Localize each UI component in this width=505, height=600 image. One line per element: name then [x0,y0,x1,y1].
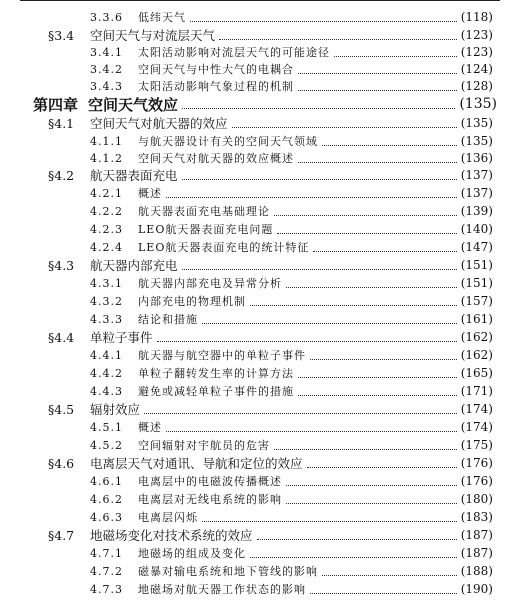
toc-page: (140) [460,222,493,236]
dot-leader [232,127,457,128]
toc-page: (190) [460,582,493,596]
toc-number: §4.6 [48,455,75,471]
toc-number: 4.2.1 [90,186,123,200]
dot-leader [322,575,457,576]
toc-title: 空间天气对航天器的效应 [90,116,228,131]
toc-number: 4.4.3 [90,384,123,398]
toc-number: 4.6.2 [90,492,123,506]
dot-leader [182,108,455,109]
toc-title: 电离层中的电磁波传播概述 [138,475,282,488]
toc-number: 4.4.2 [90,366,123,380]
toc-title: 辐射效应 [90,402,141,417]
toc-page: (123) [460,28,493,42]
toc-page: (180) [460,492,493,506]
toc-number: §4.5 [48,401,75,417]
toc-title: 航天器内部充电 [90,258,178,273]
dot-leader [298,377,457,378]
toc-title: 地磁场对航天器工作状态的影响 [138,583,306,596]
toc-number: 4.5.2 [90,438,123,452]
dot-leader [307,467,457,468]
dot-leader [274,215,457,216]
dot-leader [274,449,457,450]
toc-number: 4.3.1 [90,276,123,290]
toc-page: (139) [460,204,493,218]
toc-title: 空间天气与中性大气的电耦合 [138,63,294,76]
toc-page: (137) [460,168,493,182]
toc-page: (147) [460,240,493,254]
toc-title: 内部充电的物理机制 [138,295,246,308]
toc-title: 低纬天气 [138,11,186,24]
toc-title: 地磁场变化对技术系统的效应 [90,528,253,543]
dot-leader [313,251,456,252]
dot-leader [219,39,457,40]
toc-number: 4.6.3 [90,510,123,524]
toc-title: LEO航天器表面充电问题 [138,223,274,236]
toc-title: 航天器表面充电基础理论 [138,205,270,218]
toc-page: (175) [460,438,493,452]
dot-leader [202,521,457,522]
toc-page: (151) [460,258,493,272]
dot-leader [257,539,457,540]
dot-leader [182,269,457,270]
toc-title: 电离层对无线电系统的影响 [138,493,282,506]
dot-leader [286,485,457,486]
toc-page: (183) [460,510,493,524]
toc-page: (174) [460,420,493,434]
toc-page: (135) [460,116,493,130]
toc-title: 航天器与航空器中的单粒子事件 [138,349,306,362]
toc-number: §4.3 [48,257,75,273]
toc-title: 地磁场的组成及变化 [138,547,246,560]
toc-number: §4.4 [48,329,75,345]
toc-page: (188) [460,564,493,578]
toc-number: §4.7 [48,527,75,543]
toc-title: 概述 [138,421,162,434]
toc-title: 太阳活动影响对流层天气的可能途径 [138,46,330,59]
toc-title: 单粒子事件 [90,330,153,345]
toc-number: §3.4 [48,27,75,43]
toc-number: 4.3.2 [90,294,123,308]
toc-title: 结论和措施 [138,313,198,326]
dot-leader [310,593,457,594]
toc-title: 空间辐射对宇航员的危害 [138,439,270,452]
dot-leader [182,179,457,180]
dot-leader [166,431,457,432]
toc-page: (118) [460,10,493,24]
toc-number: 4.6.1 [90,474,123,488]
dot-leader [202,323,457,324]
toc-page: (124) [460,62,493,76]
toc-title: 概述 [138,187,162,200]
dot-leader [277,233,456,234]
toc-title: 航天器表面充电 [90,168,178,183]
toc-number: 4.2.2 [90,204,123,218]
toc-title: 避免或减轻单粒子事件的措施 [138,385,294,398]
toc-page: (135) [459,96,497,112]
dot-leader [286,287,457,288]
toc-title: 空间天气与对流层天气 [90,28,216,43]
toc-page: (135) [460,134,493,148]
toc-title: 空间天气对航天器的效应概述 [138,152,294,165]
dot-leader [250,557,457,558]
toc-title: 太阳活动影响气象过程的机制 [138,80,294,93]
toc-number: 4.1.2 [90,151,123,165]
toc-number: 4.7.1 [90,546,123,560]
toc-page: (136) [460,151,493,165]
toc-page: (128) [460,79,493,93]
toc-number: 4.7.3 [90,582,123,596]
dot-leader [250,305,457,306]
toc-chapter-number: 第四章 [33,95,79,114]
toc-title: LEO航天器表面充电的统计特征 [138,241,310,254]
toc-number: 4.2.4 [90,240,123,254]
toc-number: 3.4.1 [90,45,123,59]
toc-page: (176) [460,456,493,470]
dot-leader [298,162,457,163]
dot-leader [286,503,457,504]
toc-page: (137) [460,186,493,200]
toc-number: 4.4.1 [90,348,123,362]
toc-number: §4.2 [48,167,75,183]
dot-leader [157,341,457,342]
dot-leader [310,359,457,360]
toc-number: 3.3.6 [90,10,123,24]
toc-number: 3.4.2 [90,62,123,76]
toc-number: 4.7.2 [90,564,123,578]
toc-title: 与航天器设计有关的空间天气领域 [138,135,318,148]
toc-title: 航天器内部充电及异常分析 [138,277,282,290]
toc-number: 3.4.3 [90,79,123,93]
toc-number: §4.1 [48,115,75,131]
toc-page: (187) [460,546,493,560]
toc-title: 单粒子翻转发生率的计算方法 [138,367,294,380]
toc-page: (157) [460,294,493,308]
toc-title: 磁暴对输电系统和地下管线的影响 [138,565,318,578]
toc-page: (176) [460,474,493,488]
dot-leader [298,73,457,74]
toc-title: 电离层闪烁 [138,511,198,524]
toc-entry-4-7-3 [90,578,493,600]
toc-page: (171) [460,384,493,398]
toc-page: (165) [460,366,493,380]
toc-number: 4.2.3 [90,222,123,236]
toc-page: (161) [460,312,493,326]
toc-page: (123) [460,45,493,59]
dot-leader [298,90,457,91]
toc-chapter-title: 空间天气效应 [88,95,179,114]
toc-page: (187) [460,528,493,542]
dot-leader [322,145,457,146]
dot-leader [334,56,457,57]
toc-number: 4.3.3 [90,312,123,326]
dot-leader [298,395,457,396]
dot-leader [190,21,457,22]
toc-page: (151) [460,276,493,290]
toc-title: 电离层天气对通讯、导航和定位的效应 [90,456,303,471]
dot-leader [144,413,457,414]
dot-leader [166,197,457,198]
toc-number: 4.1.1 [90,134,123,148]
toc-page: (174) [460,402,493,416]
toc-number: 4.5.1 [90,420,123,434]
toc-page: (162) [460,348,493,362]
toc-page: (162) [460,330,493,344]
